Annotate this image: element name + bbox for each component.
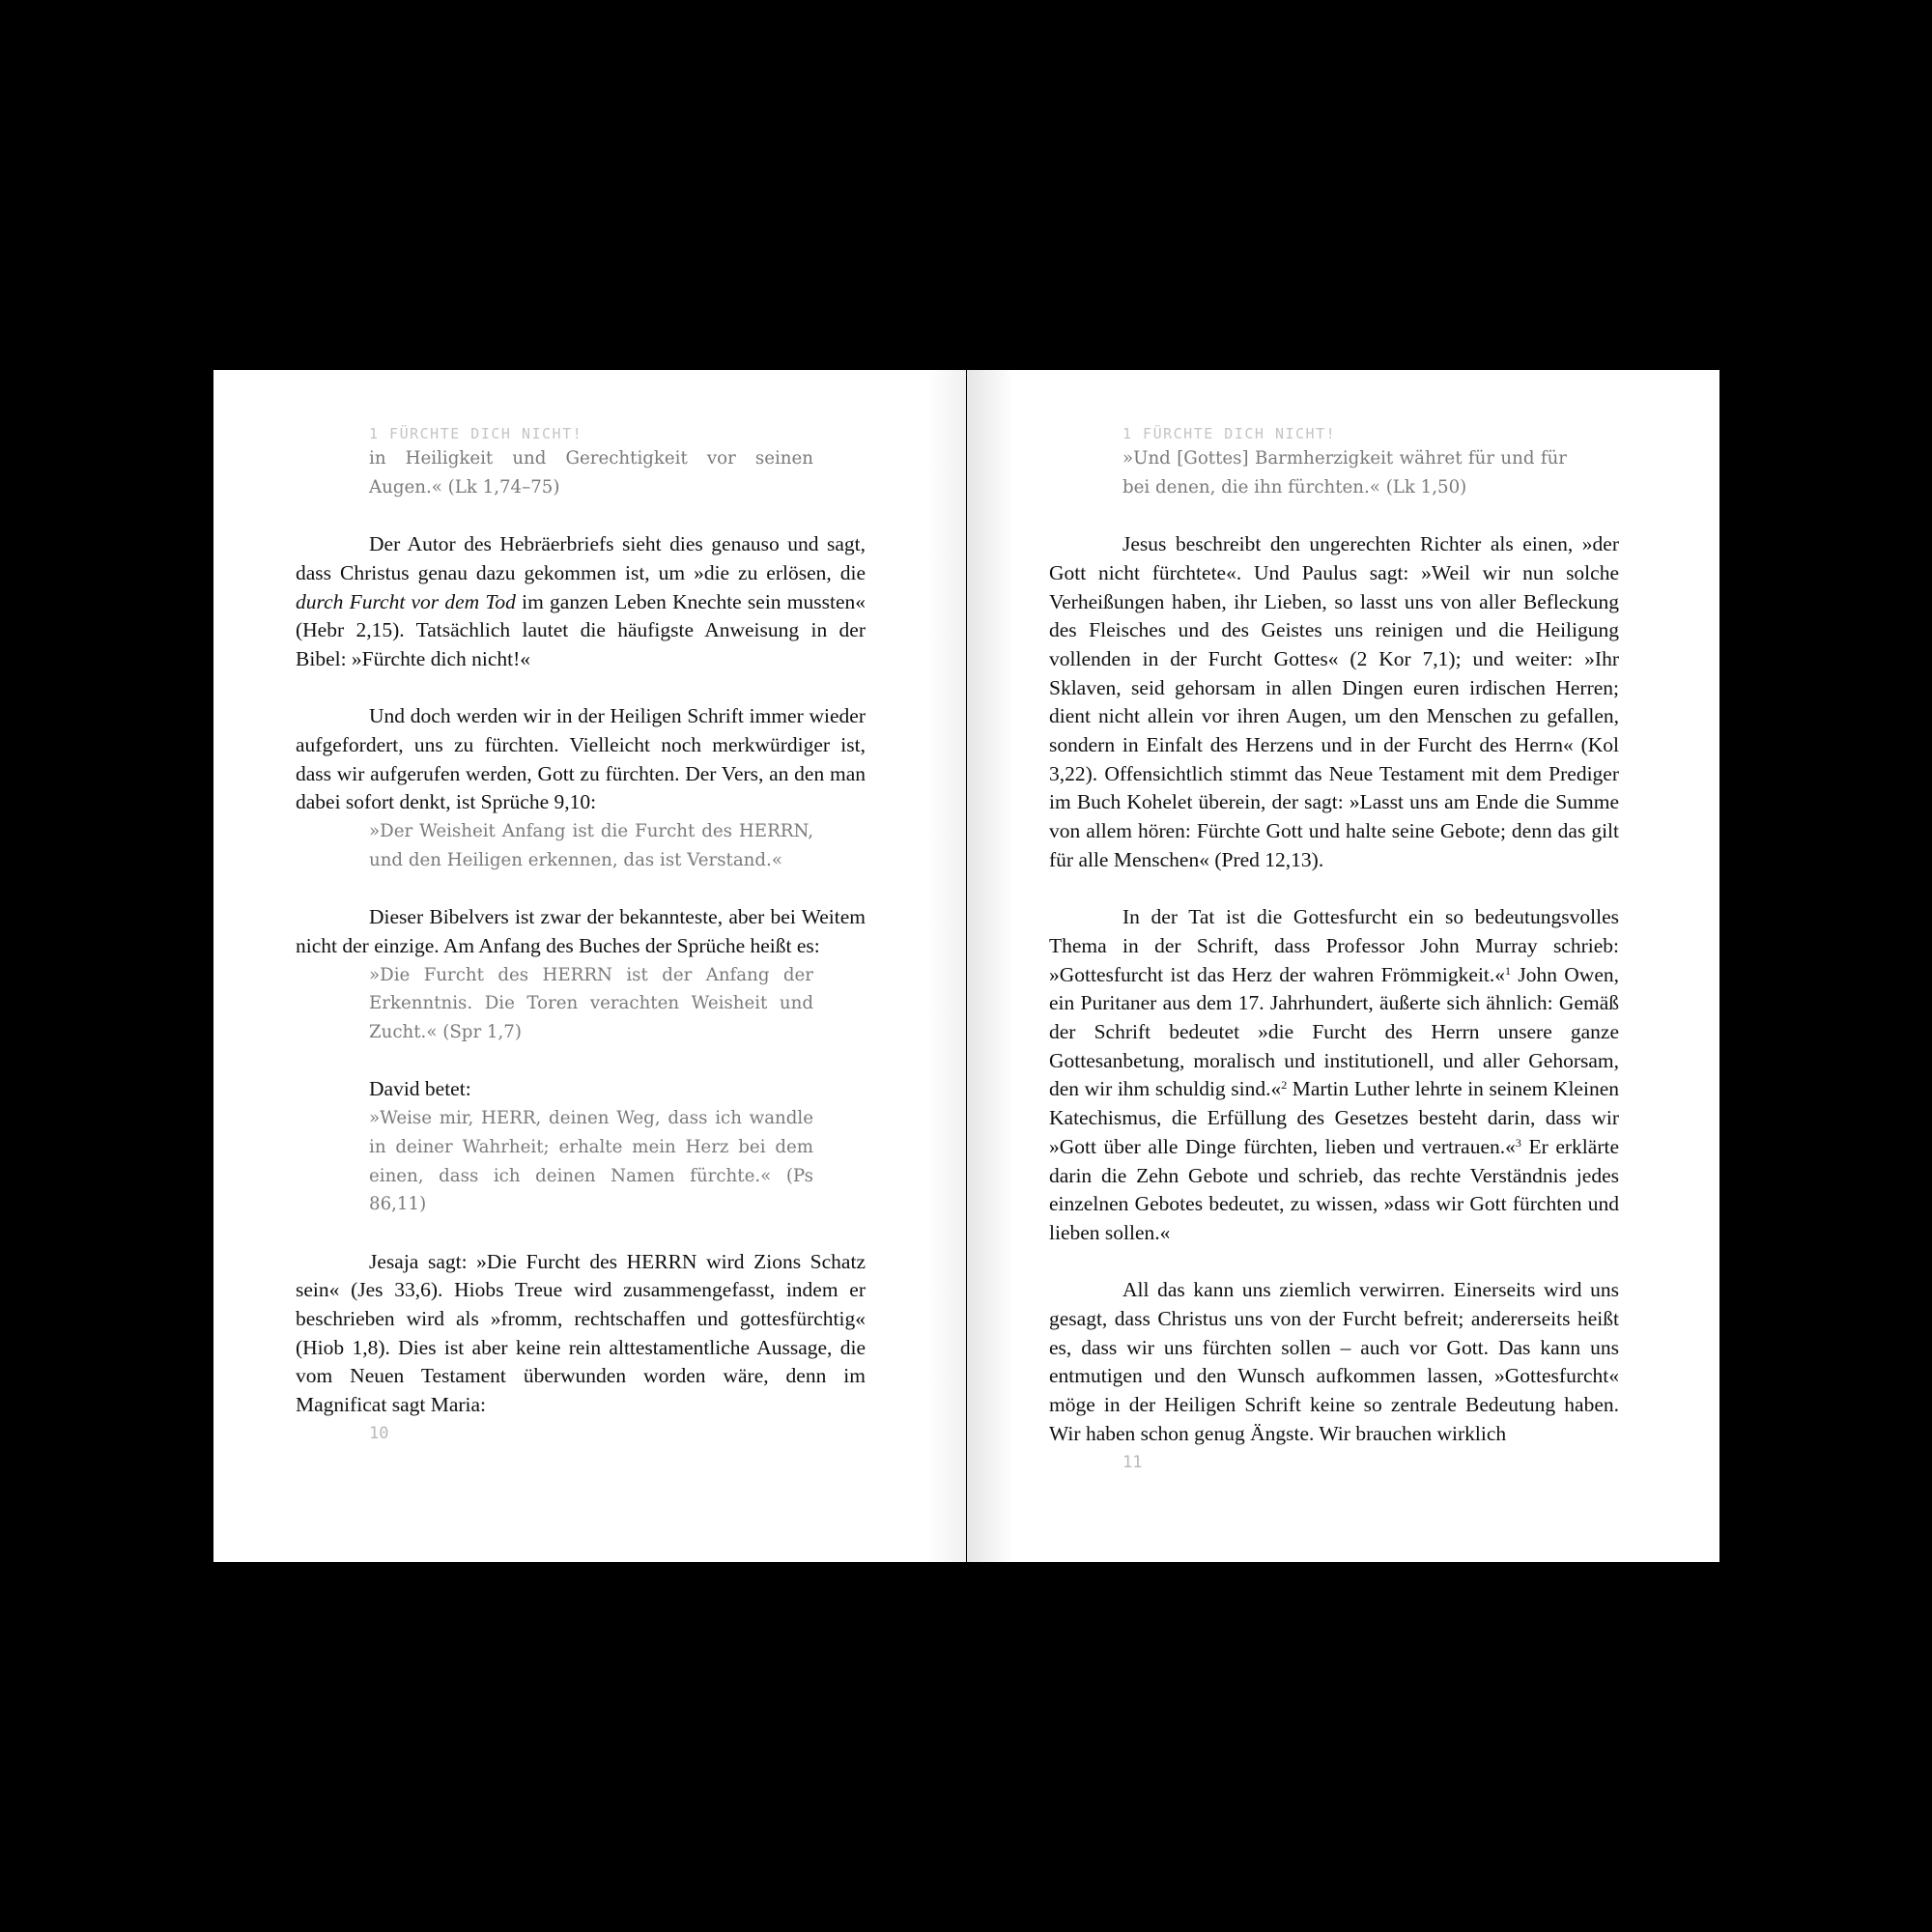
page-number: 11 (1122, 1452, 1143, 1472)
running-head: 1 FÜRCHTE DICH NICHT! (369, 425, 583, 442)
gutter-shadow (967, 370, 1013, 1562)
paragraph-text: Martin Luther lehrte in seinem Kleinen Katechismus, die Erfüllung des Gesetzes besteht darin, dass wir »Gott über alle Dinge fürchten, lieben und vertrauen.« (1049, 1077, 1619, 1158)
left-text-block (296, 423, 866, 1449)
footnote-marker[interactable]: 2 (1281, 1078, 1288, 1093)
paragraph-text: Der Autor des Hebräerbriefs sieht dies genauso und sagt, dass Christus genau dazu gekommen ist, um »die zu erlösen, die (296, 532, 866, 584)
left-page (213, 370, 966, 1562)
block-quote: »Die Furcht des HERRN ist der Anfang der Erkenntnis. Die Toren verachten Weisheit und Zucht.« (Spr 1,7) (369, 964, 813, 1043)
page-number: 10 (369, 1423, 389, 1443)
emphasis-text: durch Furcht vor dem Tod (296, 589, 516, 613)
paragraph: All das kann uns ziemlich verwirren. Einerseits wird uns gesagt, dass Christus uns von der Furcht befreit; andererseits heißt es, dass wir uns fürchten sollen – auch vor Gott. Das kann uns entmutigen und den Wunsch aufkommen lassen, »Gottesfurcht« möge in der Heiligen Schrift keine so zentrale Bedeutung haben. Wir haben schon genug Ängste. Wir brauchen wirklich (1049, 1278, 1619, 1445)
paragraph-text: In der Tat ist die Gottesfurcht ein so bedeutungsvolles Thema in der Schrift, dass Professor John Murray schrieb: »Gottesfurcht ist das Herz der wahren Frömmigkeit.« (1049, 905, 1619, 986)
paragraph: Und doch werden wir in der Heiligen Schrift immer wieder aufgefordert, uns zu fürchten. Vielleicht noch merkwürdiger ist, dass wir aufgerufen werden, Gott zu fürchten. Der Vers, an den man dabei sofort denkt, ist Sprüche 9,10: (296, 704, 866, 814)
book-spread (213, 370, 1719, 1562)
block-quote: »Weise mir, HERR, deinen Weg, dass ich wandle in deiner Wahrheit; erhalte mein Herz bei dem einen, dass ich deinen Namen fürchte.« (Ps 86,11) (369, 1108, 813, 1215)
paragraph (1049, 903, 1619, 1247)
paragraph-text: im ganzen Leben Knechte sein mussten« (Hebr 2,15). Tatsächlich lautet die häufigste Anweisung in der Bibel: »Fürchte dich nicht!« (296, 589, 867, 670)
paragraph (296, 530, 866, 674)
gutter-shadow (927, 370, 966, 1562)
quote-continued: in Heiligkeit und Gerechtigkeit vor seinen Augen.« (Lk 1,74–75) (369, 448, 813, 497)
right-text-block (1049, 423, 1619, 1477)
footnote-marker[interactable]: 3 (1515, 1135, 1521, 1150)
block-quote: »Der Weisheit Anfang ist die Furcht des HERRN, und den Heiligen erkennen, das ist Verstand.« (369, 821, 813, 870)
running-head: 1 FÜRCHTE DICH NICHT! (1122, 425, 1337, 442)
paragraph-text: John Owen, ein Puritaner aus dem 17. Jahrhundert, äußerte sich ähnlich: Gemäß der Schrift bedeutet »die Furcht des Herrn unsere ganze Gottesanbetung, moralisch und institutionell, und aller Gehorsam, den wir ihm schuldig sind.« (1049, 962, 1619, 1101)
right-page (967, 370, 1719, 1562)
quote-continued: »Und [Gottes] Barmherzigkeit währet für und für bei denen, die ihn fürchten.« (Lk 1,50) (1122, 448, 1567, 497)
paragraph-text: Er erklärte darin die Zehn Gebote und schrieb, das rechte Verständnis jedes einzelnen Gebotes bedeutet, zu wissen, »dass wir Gott fürchten und lieben sollen.« (1049, 1134, 1620, 1244)
paragraph: Jesus beschreibt den ungerechten Richter als einen, »der Gott nicht fürchtete«. Und Paulus sagt: »Weil wir nun solche Verheißungen haben, ihr Lieben, so lasst uns von aller Befleckung des Fleisches und des Geistes uns reinigen und die Heiligung vollenden in der Furcht Gottes« (2 Kor 7,1); und weiter: »Ihr Sklaven, seid gehorsam in allen Dingen euren irdischen Herren; dient nicht allein vor ihren Augen, um den Menschen zu gefallen, sondern in Einfalt des Herzens und in der Furcht des Herrn« (Kol 3,22). Offensichtlich stimmt das Neue Testament mit dem Prediger im Buch Kohelet überein, der sagt: »Lasst uns am Ende die Summe von allem hören: Fürchte Gott und halte seine Gebote; denn das gilt für alle Menschen« (Pred 12,13). (1049, 532, 1619, 871)
paragraph: Jesaja sagt: »Die Furcht des HERRN wird Zions Schatz sein« (Jes 33,6). Hiobs Treue wird zusammengefasst, indem er beschrieben wird als »fromm, rechtschaffen und gottesfürchtig« (Hiob 1,8). Dies ist aber keine rein alttestamentliche Aussage, die vom Neuen Testament überwunden worden wäre, denn im Magnificat sagt Maria: (296, 1249, 866, 1417)
paragraph: Dieser Bibelvers ist zwar der bekannteste, aber bei Weitem nicht der einzige. Am Anfang des Buches der Sprüche heißt es: (296, 905, 866, 957)
paragraph: David betet: (369, 1077, 471, 1101)
footnote-marker[interactable]: 1 (1505, 963, 1512, 978)
